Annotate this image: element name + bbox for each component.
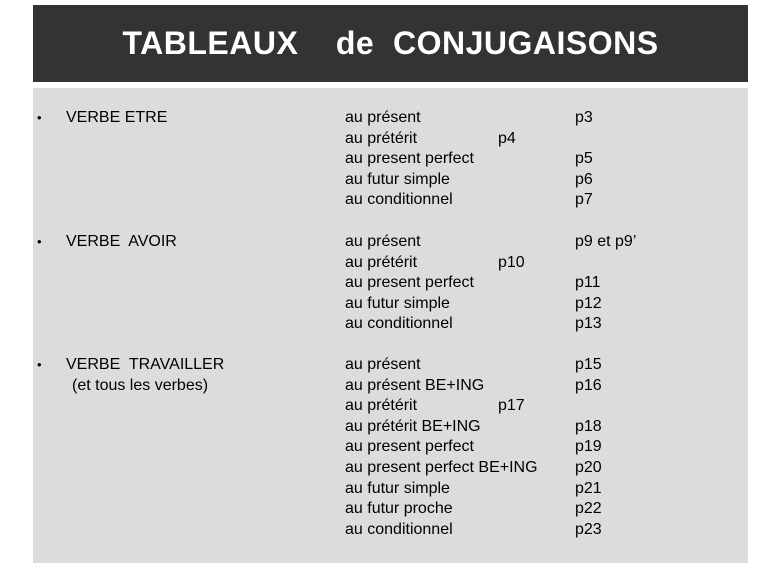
- tense-row: [0, 396, 768, 417]
- tense-label: au présent BE+ING: [345, 376, 485, 394]
- tense-row: [0, 273, 768, 294]
- tense-label: au prétérit BE+ING: [345, 417, 481, 435]
- tense-label: au futur simple: [345, 479, 450, 497]
- verb-sublabel: (et tous les verbes): [72, 376, 209, 394]
- verb-label: VERBE ETRE: [66, 109, 168, 126]
- page-reference: p9 et p9’: [575, 233, 637, 250]
- page-reference: p16: [575, 376, 602, 394]
- title-bar: [33, 5, 748, 82]
- tense-label: au futur simple: [345, 170, 450, 188]
- tense-row: [0, 314, 768, 335]
- page-reference: p6: [575, 170, 593, 188]
- page-reference: p3: [575, 109, 593, 126]
- tense-label: au futur simple: [345, 294, 450, 312]
- tense-row: [0, 253, 768, 274]
- tense-label: au prétérit: [345, 129, 418, 147]
- page-reference: p23: [575, 520, 602, 538]
- tense-label: au prétérit: [345, 397, 418, 415]
- tense-row: [0, 108, 768, 129]
- tense-row: [0, 149, 768, 170]
- tense-label: au présent: [345, 356, 421, 373]
- verb-label: VERBE TRAVAILLER: [66, 356, 225, 373]
- tense-row: [0, 437, 768, 458]
- tense-label: au present perfect: [345, 438, 474, 456]
- page-reference: p13: [575, 315, 602, 333]
- bullet-icon: •: [37, 110, 42, 125]
- tense-row: [0, 479, 768, 500]
- tense-row: [0, 190, 768, 211]
- tense-row: [0, 129, 768, 150]
- tense-label: au present perfect BE+ING: [345, 459, 538, 476]
- page-reference: p4: [498, 129, 516, 147]
- tense-row: [0, 355, 768, 376]
- page-reference: p5: [575, 150, 593, 168]
- tense-label: au futur proche: [345, 500, 453, 518]
- tense-row: [0, 458, 768, 479]
- page-reference: p18: [575, 417, 602, 435]
- page-reference: p17: [498, 397, 525, 415]
- tense-label: au conditionnel: [345, 315, 453, 333]
- tense-row: [0, 294, 768, 315]
- page-reference: p10: [498, 253, 525, 271]
- page-reference: p7: [575, 191, 593, 209]
- tense-label: au présent: [345, 109, 421, 126]
- tense-row: [0, 376, 768, 397]
- page-reference: p19: [575, 438, 602, 456]
- page-reference: p15: [575, 356, 602, 373]
- page-reference: p11: [575, 274, 601, 292]
- tense-row: [0, 499, 768, 520]
- tense-row: [0, 520, 768, 541]
- page-title: TABLEAUX de CONJUGAISONS: [122, 25, 659, 61]
- verb-label: VERBE AVOIR: [66, 233, 177, 250]
- tense-label: au conditionnel: [345, 520, 453, 538]
- page-reference: p12: [575, 294, 602, 312]
- tense-row: [0, 232, 768, 253]
- page-reference: p21: [575, 479, 602, 497]
- tense-row: [0, 417, 768, 438]
- bullet-icon: •: [37, 357, 42, 372]
- tense-label: au conditionnel: [345, 191, 453, 209]
- bullet-icon: •: [37, 234, 42, 249]
- page-reference: p20: [575, 459, 602, 476]
- tense-label: au present perfect: [345, 150, 474, 168]
- tense-label: au present perfect: [345, 274, 474, 292]
- tense-row: [0, 170, 768, 191]
- tense-label: au prétérit: [345, 253, 418, 271]
- tense-label: au présent: [345, 233, 421, 250]
- page-reference: p22: [575, 500, 602, 518]
